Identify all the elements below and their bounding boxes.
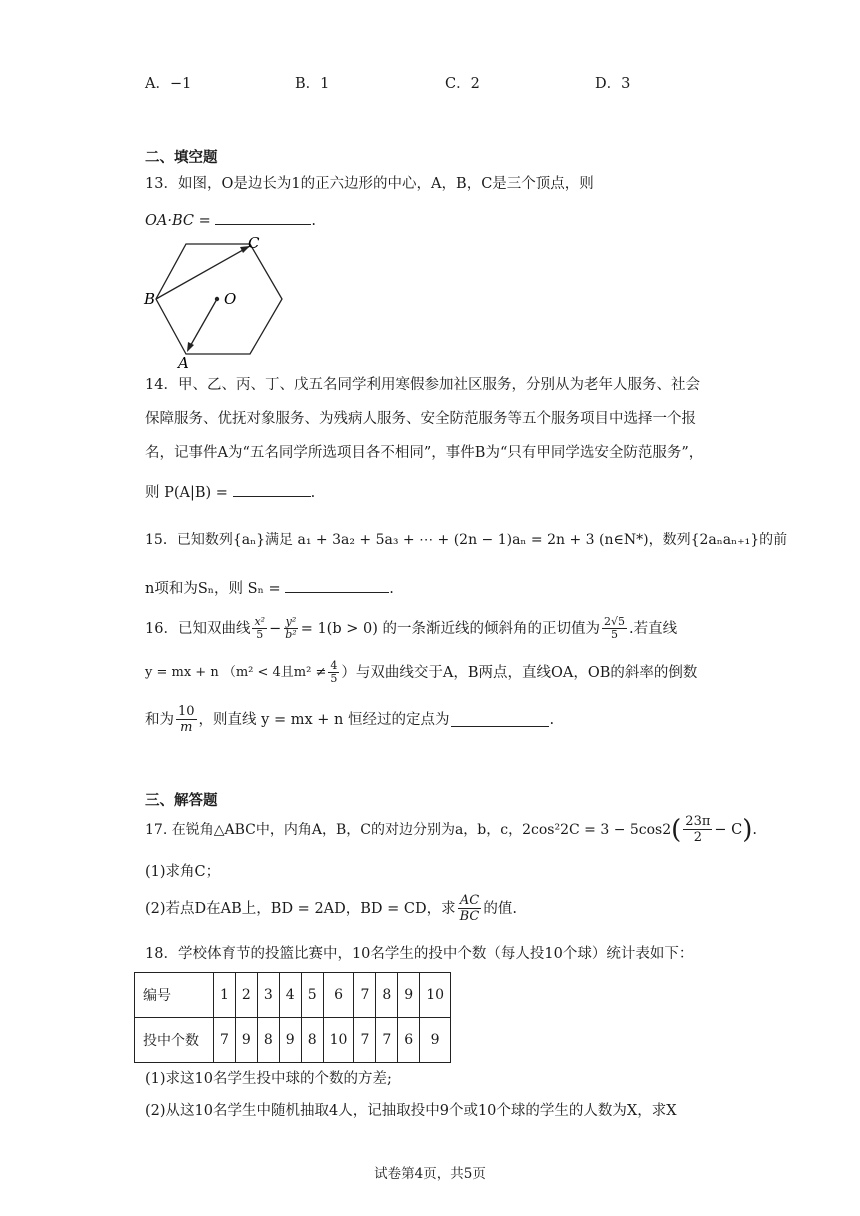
numerator: 10 bbox=[178, 704, 195, 719]
table-cell: 8 bbox=[376, 973, 398, 1018]
choice-b: B．1 bbox=[295, 76, 330, 92]
table-cell: 9 bbox=[420, 1018, 451, 1063]
q18-part1: (1)求这10名学生投中球的个数的方差; bbox=[145, 1071, 392, 1087]
q16-condition: = 1(b > 0) 的一条渐近线的倾斜角的正切值为 bbox=[300, 620, 600, 637]
table-cell: 8 bbox=[301, 1018, 323, 1063]
q16-intro: 16．已知双曲线 bbox=[145, 620, 251, 637]
vector-oa bbox=[188, 299, 217, 350]
answer-blank[interactable] bbox=[215, 210, 311, 225]
q13-vector-expr: OA·BC = bbox=[145, 213, 211, 229]
denominator: 5 bbox=[610, 628, 618, 641]
q17-part2 bbox=[145, 893, 517, 924]
fraction bbox=[252, 616, 267, 641]
numerator: 4 bbox=[330, 659, 338, 672]
q18-line1: 18．学校体育节的投篮比赛中，10名学生的投中个数（每人投10个球）统计表如下： bbox=[145, 946, 694, 962]
q16-period: . bbox=[549, 711, 555, 728]
q16-line2 bbox=[145, 660, 697, 685]
table-header-cell: 投中个数 bbox=[135, 1018, 214, 1063]
q14-probability-expr: 则 P(A|B) = bbox=[145, 485, 228, 501]
table-cell: 7 bbox=[354, 973, 376, 1018]
q14-line3: 名，记事件A为“五名同学所选项目各不相同”，事件B为“只有甲同学选安全防范服务”， bbox=[145, 445, 704, 461]
q16-line1-end: .若直线 bbox=[628, 620, 678, 637]
denominator: BC bbox=[459, 909, 480, 924]
table-cell: 9 bbox=[398, 973, 420, 1018]
table-cell: 3 bbox=[257, 973, 279, 1018]
choice-d: D．3 bbox=[595, 76, 631, 92]
denominator: 5 bbox=[256, 628, 264, 641]
table-row bbox=[135, 973, 451, 1018]
q17-line1 bbox=[145, 814, 757, 845]
q15-sum-expr: n项和为Sₙ，则 Sₙ = bbox=[145, 581, 281, 597]
denominator: 2 bbox=[693, 830, 702, 845]
fraction bbox=[176, 704, 197, 735]
answer-blank[interactable] bbox=[451, 712, 549, 727]
table-cell: 9 bbox=[235, 1018, 257, 1063]
denominator: b² bbox=[285, 628, 297, 641]
table-row bbox=[135, 1018, 451, 1063]
table-cell: 9 bbox=[279, 1018, 301, 1063]
q13-text: 13．如图，O是边长为1的正六边形的中心，A，B，C是三个顶点，则 bbox=[145, 176, 594, 192]
q17-part2-end: 的值. bbox=[483, 900, 517, 917]
table-cell: 7 bbox=[376, 1018, 398, 1063]
q17-part2-text: (2)若点D在AB上，BD = 2AD，BD = CD，求 bbox=[145, 900, 456, 917]
score-table bbox=[134, 972, 451, 1063]
table-cell: 2 bbox=[235, 973, 257, 1018]
q14-line1: 14．甲、乙、丙、丁、戊五名同学利用寒假参加社区服务，分别从为老年人服务、社会 bbox=[145, 377, 700, 393]
q17-minus-c: − C bbox=[714, 821, 743, 838]
section-title-fill-in: 二、填空题 bbox=[145, 149, 218, 166]
table-cell: 7 bbox=[214, 1018, 236, 1063]
choice-a: A．−1 bbox=[145, 76, 192, 92]
choice-c: C．2 bbox=[445, 76, 480, 92]
fraction bbox=[283, 616, 298, 641]
q17-part1: (1)求角C； bbox=[145, 864, 221, 880]
q14-period: . bbox=[310, 485, 316, 501]
q16-line2-end: ）与双曲线交于A，B两点，直线OA，OB的斜率的倒数 bbox=[341, 664, 698, 681]
label-o: O bbox=[224, 290, 237, 308]
label-b: B bbox=[144, 290, 156, 308]
q16-question: ，则直线 y = mx + n 恒经过的定点为 bbox=[198, 711, 450, 728]
q15-period: . bbox=[389, 581, 394, 597]
fraction bbox=[328, 660, 339, 685]
hexagon-figure bbox=[140, 234, 290, 370]
fraction bbox=[602, 616, 627, 641]
numerator: 2√5 bbox=[603, 615, 625, 628]
q18-part2: (2)从这10名学生中随机抽取4人，记抽取投中9个或10个球的学生的人数为X，求X bbox=[145, 1103, 677, 1119]
table-cell: 4 bbox=[279, 973, 301, 1018]
table-cell: 6 bbox=[323, 973, 354, 1018]
q15-line2 bbox=[145, 578, 394, 599]
label-a: A bbox=[178, 354, 189, 370]
fraction bbox=[683, 814, 712, 845]
q14-line2: 保障服务、优抚对象服务、为残病人服务、安全防范服务等五个服务项目中选择一个报 bbox=[145, 411, 696, 427]
paren-open: ( bbox=[671, 814, 682, 845]
q17-statement: 17. 在锐角△ABC中，内角A，B，C的对边分别为a，b，c，2cos²2C = 3 − 5cos2 bbox=[145, 821, 672, 838]
q14-line4 bbox=[145, 482, 315, 503]
section-title-solve: 三、解答题 bbox=[145, 792, 218, 809]
numerator: y² bbox=[285, 615, 297, 628]
numerator: AC bbox=[459, 893, 480, 908]
minus-sign: − bbox=[269, 620, 282, 637]
q16-line-condition: y = mx + n （m² < 4且m² ≠ bbox=[145, 664, 327, 680]
fraction bbox=[458, 893, 482, 924]
q13-expression bbox=[145, 210, 316, 231]
numerator: 23π bbox=[685, 814, 711, 829]
table-cell: 10 bbox=[323, 1018, 354, 1063]
label-c: C bbox=[248, 234, 260, 252]
center-point bbox=[215, 297, 219, 301]
table-cell: 7 bbox=[354, 1018, 376, 1063]
q16-line3 bbox=[145, 704, 554, 735]
table-cell: 8 bbox=[257, 1018, 279, 1063]
arrowhead-a-icon bbox=[187, 342, 194, 352]
answer-blank[interactable] bbox=[285, 578, 389, 593]
q13-period: . bbox=[311, 213, 316, 229]
page-footer: 试卷第4页，共5页 bbox=[374, 1166, 486, 1182]
table-cell: 1 bbox=[214, 973, 236, 1018]
denominator: m bbox=[180, 720, 193, 735]
table-cell: 5 bbox=[301, 973, 323, 1018]
table-header-cell: 编号 bbox=[135, 973, 214, 1018]
denominator: 5 bbox=[330, 672, 338, 685]
q17-period: . bbox=[752, 821, 758, 838]
paren-close: ) bbox=[742, 814, 753, 845]
table-cell: 10 bbox=[420, 973, 451, 1018]
answer-blank[interactable] bbox=[233, 482, 311, 497]
numerator: x² bbox=[254, 615, 266, 628]
table-cell: 6 bbox=[398, 1018, 420, 1063]
q15-line1: 15．已知数列{aₙ}满足 a₁ + 3a₂ + 5a₃ + ⋯ + (2n − 1)aₙ = 2n + 3 (n∈N*)，数列{2aₙaₙ₊₁}的前 bbox=[145, 532, 788, 548]
q16-sum-label: 和为 bbox=[145, 711, 174, 728]
q16-line1 bbox=[145, 616, 677, 641]
